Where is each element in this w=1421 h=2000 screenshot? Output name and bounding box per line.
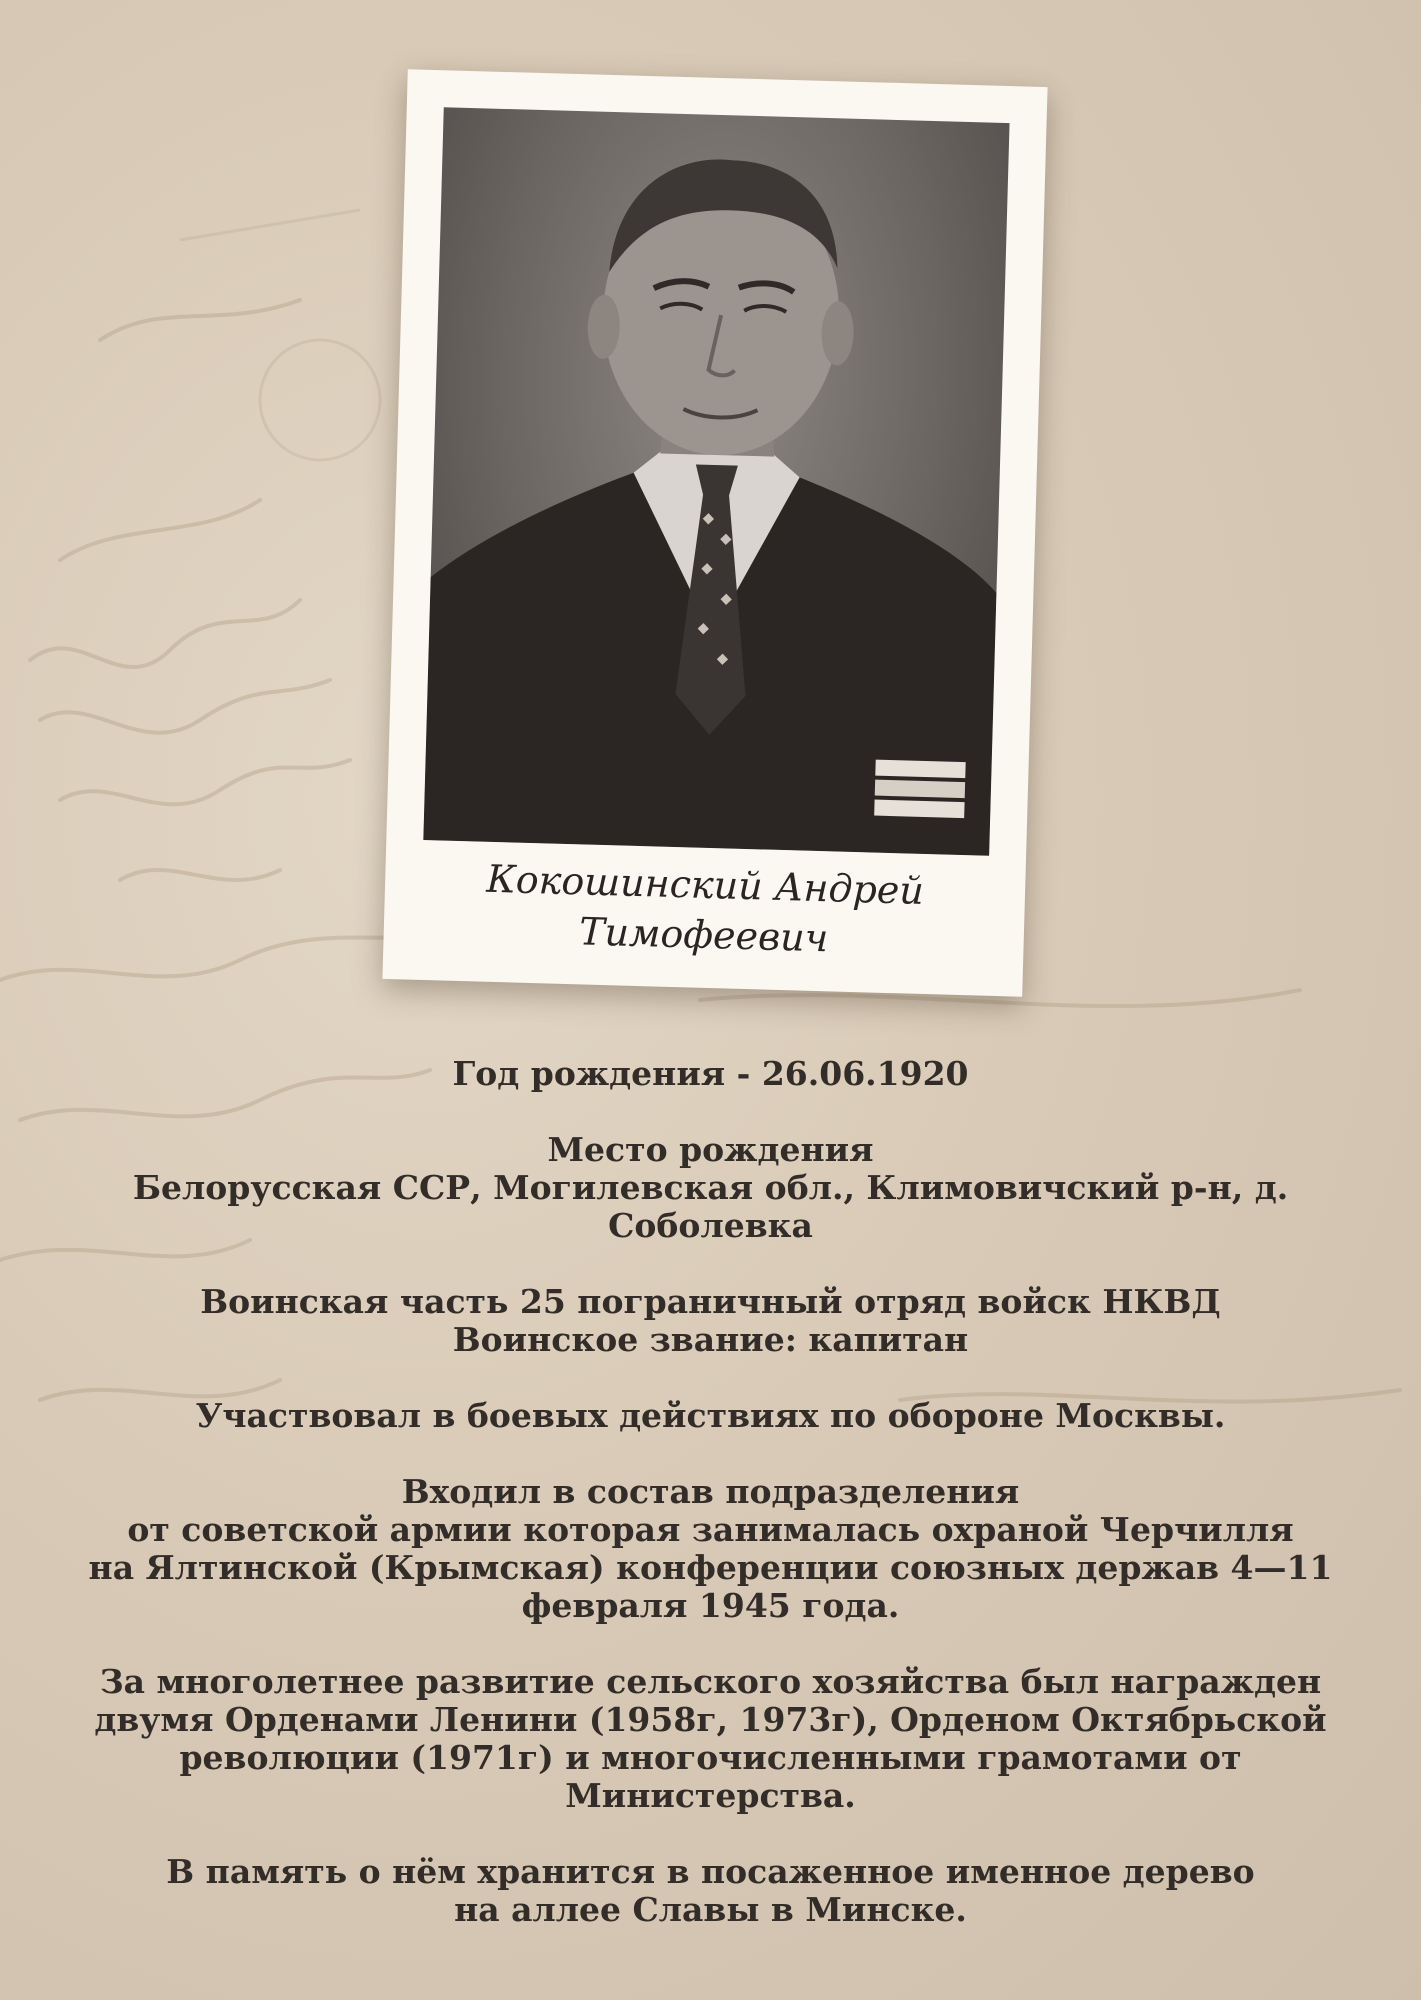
awards-line-2: двумя Орденами Ленини (1958г, 1973г), Орденом Октябрьской (94, 1700, 1327, 1739)
awards-line-4: Министерства. (565, 1776, 856, 1815)
photo-card (382, 69, 1047, 997)
birth-year: Год рождения - 26.06.1920 (452, 1054, 969, 1093)
awards-line-1: За многолетнее развитие сельского хозяйства был награжден (99, 1662, 1322, 1701)
birthplace-label: Место рождения (547, 1130, 874, 1169)
yalta-line-1: Входил в состав подразделения (401, 1472, 1020, 1511)
yalta-line-2: от советской армии которая занималась охраной Черчилля (127, 1510, 1294, 1549)
birthplace-block (40, 1131, 1381, 1245)
name-caption (383, 851, 1026, 969)
birthplace-line-1: Белорусская ССР, Могилевская обл., Климовичский р-н, д. (132, 1168, 1289, 1207)
moscow-defense: Участвовал в боевых действиях по обороне Москвы. (195, 1396, 1226, 1435)
military-unit: Воинская часть 25 пограничный отряд войск НКВД (200, 1282, 1221, 1321)
portrait-photo (423, 107, 1009, 856)
yalta-block (40, 1473, 1381, 1625)
awards-block (40, 1663, 1381, 1815)
birthplace-line-2: Соболевка (608, 1206, 813, 1245)
yalta-line-3: на Ялтинской (Крымская) конференции союзных держав 4—11 (88, 1548, 1333, 1587)
military-rank: Воинское звание: капитан (452, 1320, 969, 1359)
memory-block (40, 1853, 1381, 1929)
yalta-line-4: февраля 1945 года. (521, 1586, 900, 1625)
biography-text (40, 1055, 1381, 1967)
caption-line-1: Кокошинский Андрей (485, 856, 925, 913)
memory-line-1: В память о нём хранится в посаженное именное дерево (166, 1852, 1255, 1891)
awards-line-3: революции (1971г) и многочисленными грамотами от (179, 1738, 1242, 1777)
service-block (40, 1283, 1381, 1359)
birth-block (40, 1055, 1381, 1093)
caption-line-2: Тимофеевич (578, 909, 829, 961)
moscow-block (40, 1397, 1381, 1435)
portrait-illustration (423, 107, 1009, 856)
memory-line-2: на аллее Славы в Минске. (454, 1890, 967, 1929)
